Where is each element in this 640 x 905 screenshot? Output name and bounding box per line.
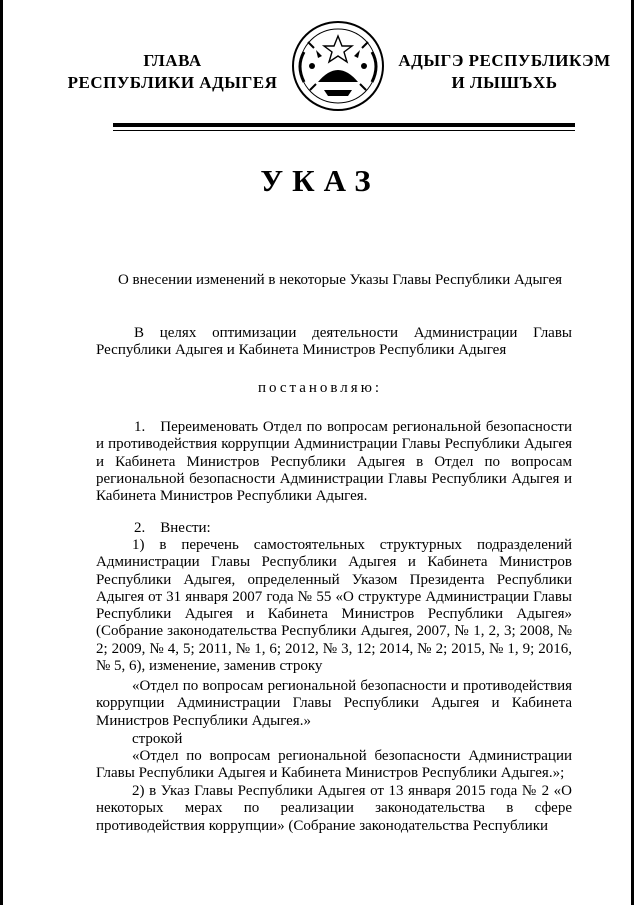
header-left-line1: ГЛАВА bbox=[143, 51, 202, 70]
header-right-title bbox=[392, 50, 617, 94]
document-title: УКАЗ bbox=[260, 163, 380, 198]
coat-of-arms-icon bbox=[288, 20, 388, 112]
item-2-subitem-2: 2) в Указ Главы Республики Адыгея от 13 января 2015 года № 2 «О некоторых мерах по реализации законодательства в сфере противодействия коррупции» (Собрание законодательства Республики bbox=[96, 783, 572, 834]
quote-new-line: «Отдел по вопросам региональной безопасности Администрации Главы Республики Адыгея и Кабинета Министров Республики Адыгея.»; bbox=[96, 748, 572, 782]
header-rule-thick bbox=[113, 123, 575, 127]
page-border-left bbox=[0, 0, 3, 905]
header-left-line2: РЕСПУБЛИКИ АДЫГЕЯ bbox=[67, 73, 278, 92]
header-rule-thin bbox=[113, 130, 575, 131]
header-right-line1: АДЫГЭ РЕСПУБЛИКЭМ bbox=[398, 51, 611, 70]
page-border-right bbox=[631, 0, 634, 905]
item-1-paragraph: 1. Переименовать Отдел по вопросам региональной безопасности и противодействия коррупции Администрации Главы Республики Адыгея и Кабинета Министров Республики Адыгея в Отдел по вопросам региональной безопасности Администрации Главы Республики Адыгея и Кабинета Министров Республики Адыгея. bbox=[96, 419, 572, 505]
item-2-header: 2. Внести: bbox=[134, 520, 211, 536]
preamble-paragraph: В целях оптимизации деятельности Администрации Главы Республики Адыгея и Кабинета Министров Республики Адыгея bbox=[96, 325, 572, 359]
word-strokoy: строкой bbox=[132, 731, 183, 747]
header-left-title bbox=[55, 50, 290, 94]
document-subject: О внесении изменений в некоторые Указы Главы Республики Адыгея bbox=[117, 272, 563, 288]
decree-word: постановляю: bbox=[257, 380, 383, 396]
item-2-subitem-1: 1) в перечень самостоятельных структурных подразделений Администрации Главы Республики Адыгея и Кабинета Министров Республики Адыгея, определенный Указом Президента Республики Адыгея от 31 января 2007 года № 55 «О структуре Администрации Главы Республики Адыгея и Кабинета Министров Республики Адыгея» (Собрание законодательства Республики Адыгея, 2007, № 1, 2, 3; 2008, № 2; 2009, № 4, 5; 2011, № 1, 6; 2012, № 3, 12; 2014, № 2; 2015, № 1, 9; 2016, № 5, 6), изменение, заменив строку bbox=[96, 537, 572, 675]
header-right-line2: И ЛЫШЪХЬ bbox=[451, 73, 558, 92]
quote-old-line: «Отдел по вопросам региональной безопасности и противодействия коррупции Администрации Главы Республики Адыгея и Кабинета Министров Республики Адыгея.» bbox=[96, 678, 572, 729]
